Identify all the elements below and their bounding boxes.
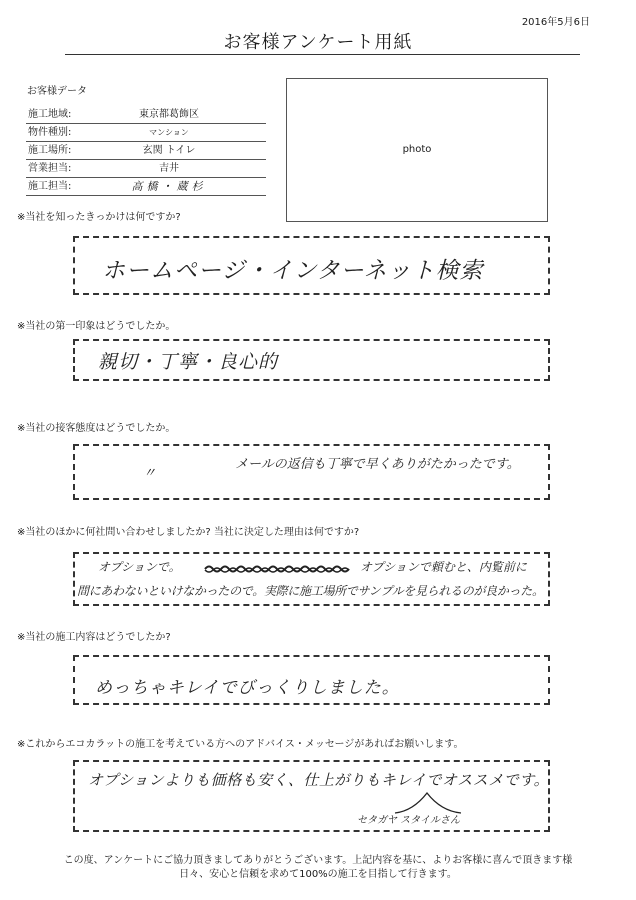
closing-message [0, 854, 636, 882]
title-underline [65, 54, 580, 55]
closing-line: 日々、安心と信頼を求めて100%の施工を目指して行きます。 [179, 869, 457, 880]
question-work-quality: ※当社の施工内容はどうでしたか? [17, 632, 171, 643]
answer-text: オプションよりも価格も安く、仕上がりもキレイでオススメです。 [88, 771, 550, 789]
ditto-mark: 〃 [143, 466, 157, 481]
answer-text: 間にあわないといけなかったので。実際に施工場所でサンプルを見られるのが良かった。 [77, 584, 544, 598]
answer-text: オプションで頼むと、内覧前に [360, 560, 527, 574]
info-label: 営業担当: [28, 163, 72, 174]
info-row-property-type [26, 124, 266, 142]
info-row-area [26, 106, 266, 124]
info-label: 物件種別: [28, 127, 72, 138]
question-advice-message: ※これからエコカラットの施工を考えている方へのアドバイス・メッセージがあればお願いします。 [17, 739, 464, 750]
answer-box-work-quality [73, 655, 550, 705]
answer-text: ホームページ・インターネット検索 [102, 258, 484, 284]
answer-signature: セタガヤ スタイルさん [357, 815, 460, 826]
info-label: 施工地域: [28, 109, 72, 120]
info-row-sales-rep [26, 160, 266, 178]
info-value-handwritten: 高橋・蔵杉 [131, 180, 207, 193]
info-row-installer [26, 178, 266, 196]
question-service-attitude: ※当社の接客態度はどうでしたか。 [17, 423, 176, 434]
info-value: 吉井 [159, 163, 179, 174]
answer-text: オプションで。 [98, 560, 181, 574]
info-value: 東京都葛飾区 [139, 109, 199, 120]
question-first-impression: ※当社の第一印象はどうでしたか。 [17, 321, 176, 332]
customer-info-table [26, 106, 266, 196]
page-title: お客様アンケート用紙 [223, 32, 413, 53]
answer-box-service-attitude [73, 444, 550, 500]
photo-placeholder [286, 78, 548, 222]
info-label: 施工場所: [28, 145, 72, 156]
answer-box-first-impression [73, 339, 550, 381]
survey-date: 2016年5月6日 [521, 17, 590, 28]
question-other-companies: ※当社のほかに何社問い合わせしましたか? 当社に決定した理由は何ですか? [17, 527, 360, 538]
info-value: 玄関 トイレ [142, 145, 196, 156]
answer-text: 親切・丁寧・良心的 [98, 351, 279, 373]
answer-text: メールの返信も丁寧で早くありがたかったです。 [235, 457, 520, 472]
question-how-found: ※当社を知ったきっかけは何ですか? [17, 212, 181, 223]
answer-box-how-found [73, 236, 550, 295]
answer-box-advice-message [73, 760, 550, 832]
scribble-strikeout [203, 564, 353, 574]
info-label: 施工担当: [28, 181, 72, 192]
answer-text: めっちゃキレイでびっくりしました。 [95, 678, 400, 698]
customer-data-heading: お客様データ [27, 86, 87, 97]
photo-label: photo [402, 144, 432, 155]
info-value: マンション [149, 128, 189, 137]
closing-line: この度、アンケートにご協力頂きましてありがとうございます。上記内容を基に、よりお客様に喜んで頂きます様 [63, 855, 573, 866]
answer-box-other-companies [73, 552, 550, 606]
info-row-location [26, 142, 266, 160]
